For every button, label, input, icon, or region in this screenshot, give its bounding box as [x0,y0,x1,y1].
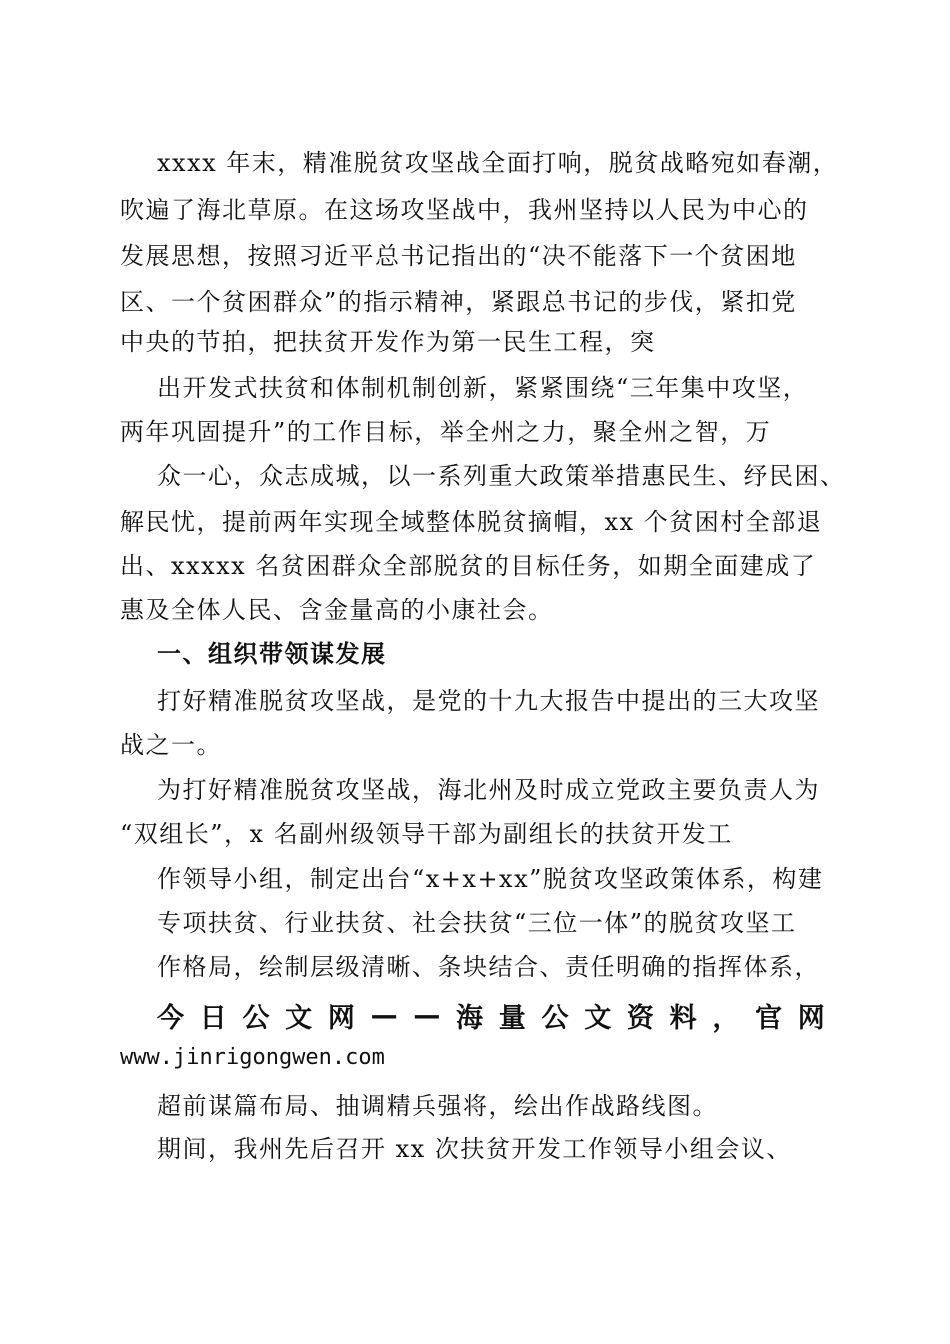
paragraph-line: 作领导小组，制定出台“x+x+xx”脱贫攻坚政策体系，构建 [157,865,824,893]
paragraph-line: “双组长”，x 名副州级领导干部为副组长的扶贫开发工 [120,820,733,848]
banner-char: 今 [157,1002,184,1034]
banner-char: 文 [584,1002,612,1034]
paragraph-line: 出、xxxxx 名贫困群众全部脱贫的目标任务，如期全面建成了 [120,552,817,580]
banner-char: 量 [498,1002,526,1034]
paragraph-line: 惠及全体人民、含金量高的小康社会。 [120,596,554,624]
banner-char: 料 [669,1002,697,1034]
paragraph-line: 专项扶贫、行业扶贫、社会扶贫“三位一体”的脱贫攻坚工 [157,909,797,937]
banner-char: 公 [541,1002,569,1034]
paragraph-line: 超前谋篇布局、抽调精兵强将，绘出作战路线图。 [157,1092,718,1120]
banner-char: 网 [797,1002,825,1034]
paragraph-line: 解民忧，提前两年实现全域整体脱贫摘帽，xx 个贫困村全部退 [120,508,823,536]
watermark-banner [157,995,825,1035]
paragraph-line: 两年巩固提升”的工作目标，举全州之力，聚全州之智，万 [120,418,772,446]
section-heading: 一、组织带领谋发展 [157,640,387,668]
banner-char: 海 [456,1002,484,1034]
paragraph-line: 吹遍了海北草原。在这场攻坚战中，我州坚持以人民为中心的 [120,196,809,224]
banner-char: 资 [626,1002,654,1034]
banner-char: 公 [242,1002,270,1034]
banner-char: — [370,999,398,1031]
paragraph-line: 出开发式扶贫和体制机制创新，紧紧围绕“三年集中攻坚， [157,374,809,402]
paragraph-line: 发展思想，按照习近平总书记指出的“决不能落下一个贫困地 [120,242,797,270]
paragraph-line: 众一心，众志成城，以一系列重大政策举措惠民生、纾民困、 [157,462,846,490]
banner-char: 网 [327,1002,355,1034]
banner-char: — [413,999,441,1031]
paragraph-line: 打好精准脱贫攻坚战，是党的十九大报告中提出的三大攻坚 [157,687,820,715]
banner-char: 官 [755,1002,783,1034]
watermark-url: www.jinrigongwen.com [120,1045,385,1070]
paragraph-line: 中央的节拍，把扶贫开发作为第一民生工程，突 [120,328,656,356]
paragraph-line: 为打好精准脱贫攻坚战，海北州及时成立党政主要负责人为 [157,776,820,804]
paragraph-line: 作格局，绘制层级清晰、条块结合、责任明确的指挥体系， [157,953,820,981]
banner-char: 文 [285,1002,313,1034]
paragraph-line: 战之一。 [120,731,222,759]
paragraph-line: 期间，我州先后召开 xx 次扶贫开发工作领导小组会议、 [157,1135,792,1163]
paragraph-line: xxxx 年末，精准脱贫攻坚战全面打响，脱贫战略宛如春潮， [157,149,839,177]
banner-char: ， [712,1002,740,1034]
banner-char: 日 [199,1002,227,1034]
paragraph-line: 区、一个贫困群众”的指示精神，紧跟总书记的步伐，紧扣党 [120,288,797,316]
